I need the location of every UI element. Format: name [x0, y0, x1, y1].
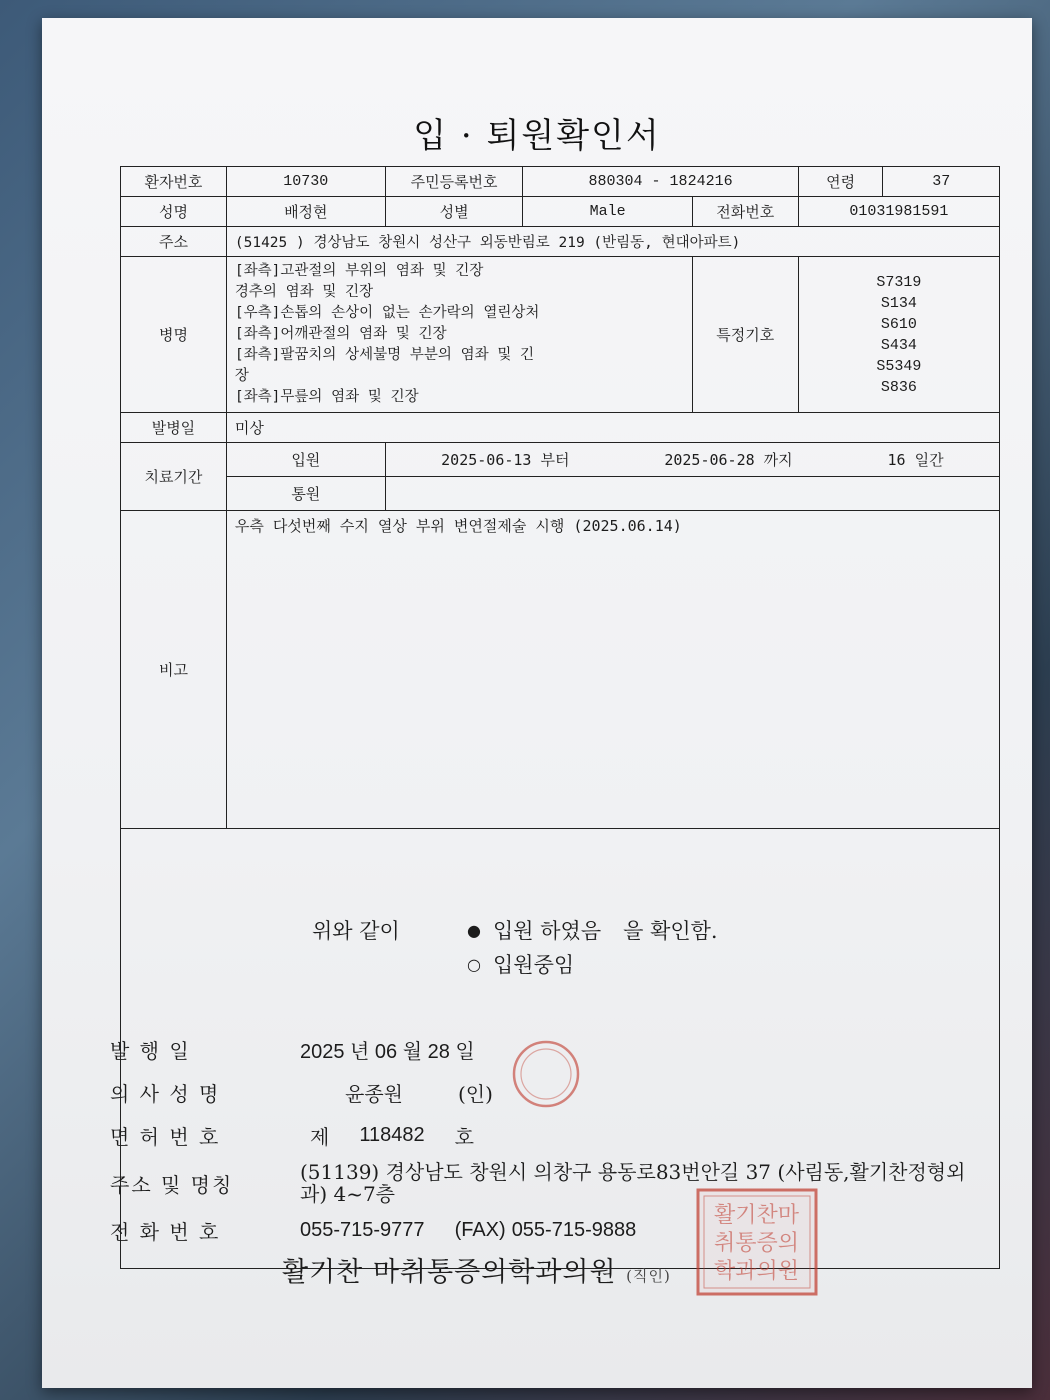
- outpatient-period: [385, 477, 999, 511]
- phone-value: 01031981591: [798, 197, 999, 227]
- code-label: 특정기호: [692, 257, 798, 413]
- hospital-seal-text: (직인): [626, 1267, 671, 1285]
- diagnosis-code: S134: [880, 294, 917, 312]
- clinic-address-label: 주소 및 명칭: [110, 1172, 234, 1197]
- confirm-option-admitted: 입원 하였음: [493, 919, 602, 943]
- diagnosis-item: 장: [234, 368, 249, 384]
- outpatient-label: 통원: [226, 477, 385, 511]
- diagnosis-item: [좌측]고관절의 부위의 염좌 및 긴장: [234, 263, 484, 279]
- diagnosis-label: 병명: [121, 257, 227, 413]
- phone-label: 전화번호: [692, 197, 798, 227]
- diagnosis-code: S7319: [876, 273, 922, 291]
- table-row: [121, 413, 1000, 443]
- table-row: [121, 477, 1000, 511]
- diagnosis-item: [좌측]무릎의 염좌 및 긴장: [234, 389, 419, 405]
- code-list: [798, 257, 999, 413]
- diagnosis-item: [우측]손톱의 손상이 없는 손가락의 열린상처: [234, 305, 540, 321]
- empty-circle-icon: ○: [467, 954, 481, 974]
- table-row: [121, 197, 1000, 227]
- inpatient-period: [385, 443, 999, 477]
- diagnosis-code: S5349: [876, 357, 922, 375]
- rrn-label: 주민등록번호: [385, 167, 523, 197]
- rrn-value: 880304 - 1824216: [523, 167, 798, 197]
- table-row: [121, 257, 1000, 413]
- doctor-name: 윤종원: [345, 1082, 403, 1106]
- onset-label: 발병일: [121, 413, 227, 443]
- license-suffix: 호: [454, 1125, 474, 1149]
- svg-text:활기찬마: 활기찬마: [714, 1203, 800, 1228]
- treatment-label: 치료기간: [121, 443, 227, 511]
- hospital-seal-icon: [694, 1186, 820, 1298]
- document-page: [42, 18, 1032, 1388]
- confirmation-statement: [312, 913, 718, 981]
- remarks-value: 우측 다섯번째 수지 열상 부위 변연절제술 시행 (2025.06.14): [226, 511, 999, 829]
- confirm-prefix: 위와 같이: [312, 919, 400, 943]
- phone-label: 전 화 번 호: [110, 1220, 221, 1244]
- svg-text:학과의원: 학과의원: [714, 1259, 800, 1284]
- doctor-label: 의 사 성 명: [110, 1082, 221, 1106]
- age-value: 37: [883, 167, 1000, 197]
- table-row: [121, 227, 1000, 257]
- age-label: 연령: [798, 167, 883, 197]
- document-title: 입 · 퇴원확인서: [413, 116, 661, 156]
- hospital-name: [282, 1250, 671, 1289]
- clinic-address: (51139) 경상남도 창원시 의창구 용동로83번안길 37 (사림동,활기찬정형외과) 4~7층: [300, 1160, 966, 1206]
- period-from: 2025-06-13 부터: [441, 451, 570, 469]
- patient-no: 10730: [226, 167, 385, 197]
- license-prefix: 제: [310, 1125, 330, 1149]
- issue-date: 2025 년 06 월 28 일: [300, 1041, 475, 1063]
- hospital-name-text: 활기찬 마취통증의학과의원: [282, 1257, 617, 1288]
- confirm-suffix: 을 확인함.: [623, 919, 718, 943]
- onset-value: 미상: [226, 413, 999, 443]
- license-number: 118482: [359, 1124, 425, 1146]
- issue-date-label: 발 행 일: [110, 1039, 191, 1063]
- diagnosis-code: S610: [880, 315, 917, 333]
- svg-text:취통증의: 취통증의: [714, 1231, 800, 1256]
- clinic-fax: 055-715-9888: [511, 1219, 637, 1241]
- patient-name: 배정현: [226, 197, 385, 227]
- license-label: 면 허 번 호: [110, 1125, 221, 1149]
- table-row: [121, 443, 1000, 477]
- address-value: (51425 ) 경상남도 창원시 성산구 외동반림로 219 (반림동, 현대아파트): [226, 227, 999, 257]
- table-row: [121, 167, 1000, 197]
- fax-label: (FAX): [454, 1219, 506, 1241]
- filled-circle-icon: ●: [467, 920, 481, 940]
- diagnosis-item: [좌측]어깨관절의 염좌 및 긴장: [234, 326, 447, 342]
- clinic-phone: 055-715-9777: [300, 1219, 425, 1241]
- doctor-stamp-icon: [510, 1038, 582, 1110]
- address-label: 주소: [121, 227, 227, 257]
- diagnosis-item: [좌측]팔꿈치의 상세불명 부분의 염좌 및 긴: [234, 347, 535, 363]
- period-days: 16 일간: [887, 451, 944, 469]
- table-row: [121, 511, 1000, 829]
- inpatient-label: 입원: [226, 443, 385, 477]
- period-to: 2025-06-28 까지: [664, 451, 793, 469]
- sex-value: Male: [523, 197, 692, 227]
- diagnosis-item: 경추의 염좌 및 긴장: [234, 284, 374, 300]
- sex-label: 성별: [385, 197, 523, 227]
- diagnosis-code: S836: [880, 378, 917, 396]
- diagnosis-code: S434: [880, 336, 917, 354]
- doctor-seal: (인): [457, 1082, 493, 1106]
- diagnosis-list: [226, 257, 692, 413]
- remarks-label: 비고: [121, 511, 227, 829]
- patient-no-label: 환자번호: [121, 167, 227, 197]
- confirm-option-inpatient: 입원중임: [493, 953, 575, 977]
- name-label: 성명: [121, 197, 227, 227]
